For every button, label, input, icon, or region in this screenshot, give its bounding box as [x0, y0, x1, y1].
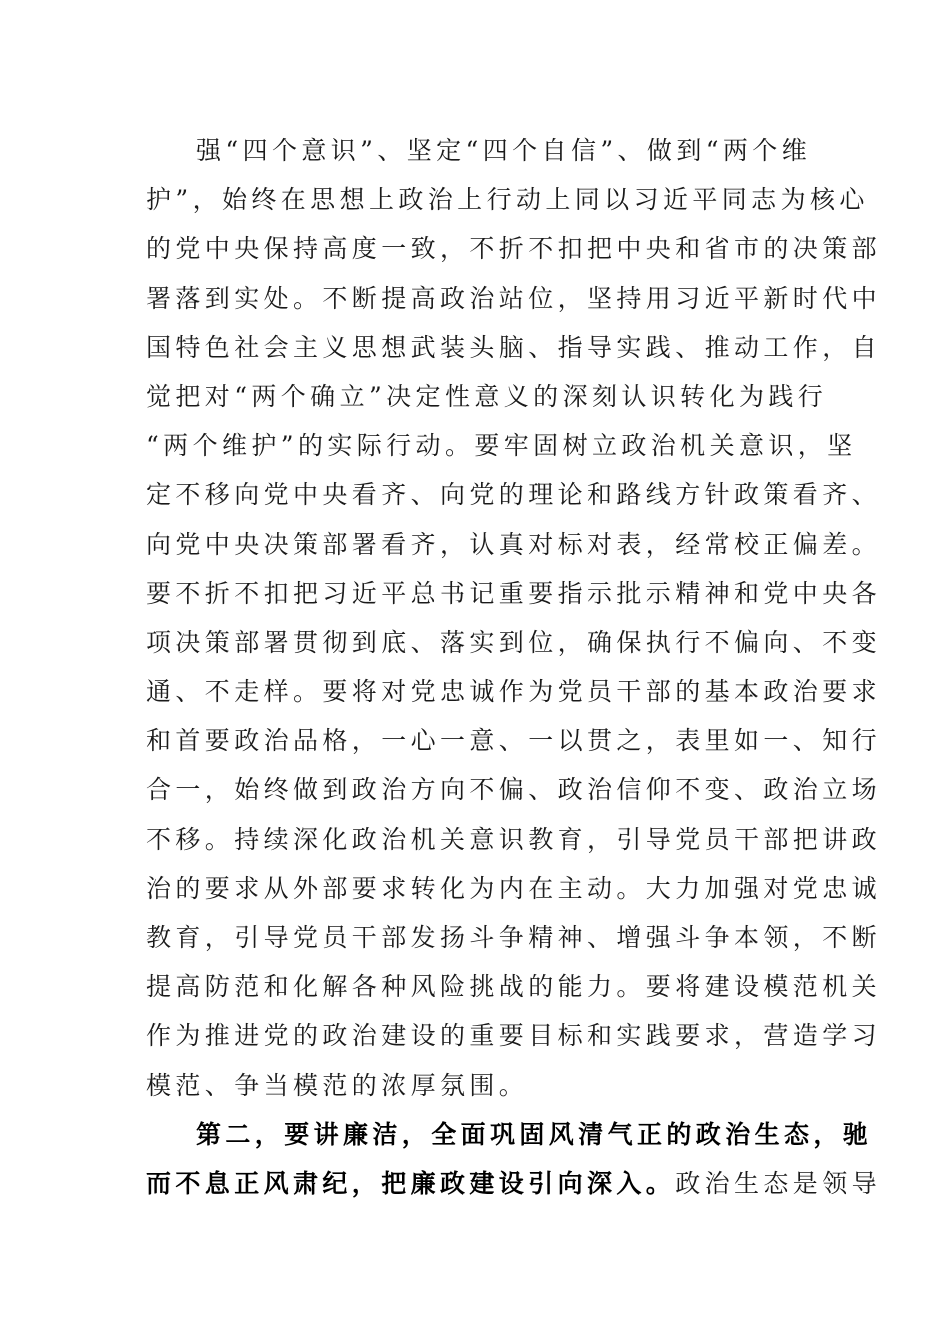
text-line: 作为推进党的政治建设的重要目标和实践要求，营造学习 — [146, 1021, 882, 1051]
text-line: 定不移向党中央看齐、向党的理论和路线方针政策看齐、 — [146, 480, 882, 510]
text-line: 向党中央决策部署看齐，认真对标对表，经常校正偏差。 — [146, 529, 882, 559]
text-line: 国特色社会主义思想武装头脑、指导实践、推动工作，自 — [146, 332, 882, 362]
text-line: 要不折不扣把习近平总书记重要指示批示精神和党中央各 — [146, 578, 882, 608]
text-line: 教育，引导党员干部发扬斗争精神、增强斗争本领，不断 — [146, 923, 882, 952]
text-line: 强“四个意识”、坚定“四个自信”、做到“两个维 — [196, 136, 812, 165]
paragraph-1 — [146, 126, 882, 1110]
body-text-continuation: 政治生态是领导 — [675, 1168, 882, 1198]
body-text — [146, 126, 882, 1208]
text-line: 通、不走样。要将对党忠诚作为党员干部的基本政治要求 — [146, 677, 882, 707]
text-line: “两个维护”的实际行动。要牢固树立政治机关意识，坚 — [146, 431, 857, 461]
paragraph-2 — [146, 1110, 882, 1208]
mixed-line — [146, 1159, 882, 1208]
text-line: 署落到实处。不断提高政治站位，坚持用习近平新时代中 — [146, 283, 882, 313]
text-line: 提高防范和化解各种风险挑战的能力。要将建设模范机关 — [146, 972, 882, 1002]
text-line: 和首要政治品格，一心一意、一以贯之，表里如一、知行 — [146, 726, 882, 756]
text-line: 项决策部署贯彻到底、落实到位，确保执行不偏向、不变 — [146, 627, 882, 657]
text-line: 不移。持续深化政治机关意识教育，引导党员干部把讲政 — [146, 824, 882, 854]
bold-heading-line: 第二，要讲廉洁，全面巩固风清气正的政治生态，驰 — [196, 1119, 873, 1149]
bold-heading-text: 而不息正风肃纪，把廉政建设引向深入。 — [146, 1168, 676, 1198]
text-line: 护”，始终在思想上政治上行动上同以习近平同志为核心 — [146, 185, 869, 215]
text-line: 模范、争当模范的浓厚氛围。 — [146, 1070, 529, 1100]
text-line: 合一，始终做到政治方向不偏、政治信仰不变、政治立场 — [146, 775, 882, 805]
text-line: 觉把对“两个确立”决定性意义的深刻认识转化为践行 — [146, 381, 828, 411]
text-line: 治的要求从外部要求转化为内在主动。大力加强对党忠诚 — [146, 873, 882, 903]
text-line: 的党中央保持高度一致，不折不扣把中央和省市的决策部 — [146, 234, 882, 264]
